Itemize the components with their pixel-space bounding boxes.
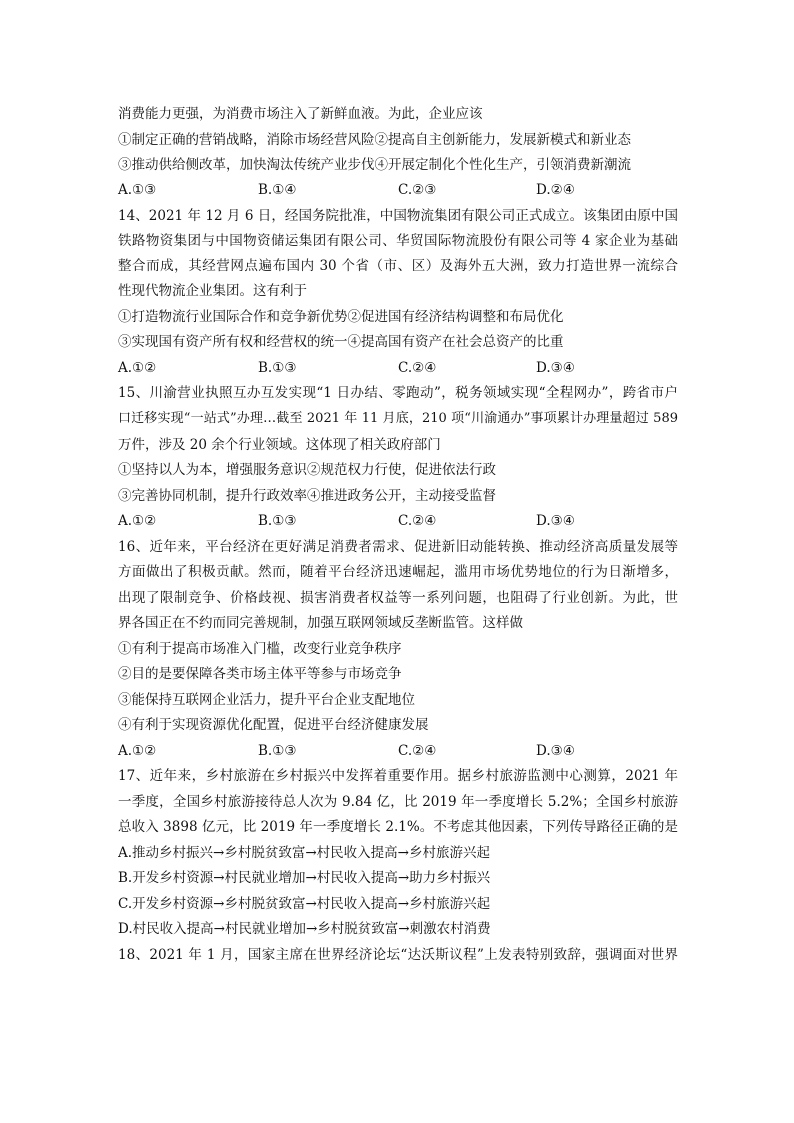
option-b: B.①④ xyxy=(258,182,297,198)
q16-statement-2: ②目的是要保障各类市场主体平等参与市场竞争 xyxy=(118,666,402,682)
option-c: C.②③ xyxy=(398,182,437,198)
q16-statement-3: ③能保持互联网企业活力，提升平台企业支配地位 xyxy=(118,692,415,708)
q17-option-d: D.村民收入提高→村民就业增加→乡村脱贫致富→刺激农村消费 xyxy=(118,921,491,937)
q16-line-1: 16、近年来，平台经济在更好满足消费者需求、促进新旧动能转换、推动经济高质量发展等 xyxy=(118,539,678,555)
q18-line-1: 18、2021 年 1 月，国家主席在世界经济论坛“达沃斯议程”上发表特别致辞，强调面对世界 xyxy=(118,947,678,963)
option-a: A.①③ xyxy=(118,182,157,198)
q14-line-2: 铁路物资集团与中国物资储运集团有限公司、华贸国际物流股份有限公司等 4 家企业为基础 xyxy=(118,233,678,249)
q15-line-1: 15、川渝营业执照互办互发实现“1 日办结、零跑动”，税务领域实现“全程网办”，跨省市户 xyxy=(118,385,678,401)
q17-line-1: 17、近年来，乡村旅游在乡村振兴中发挥着重要作用。据乡村旅游监测中心测算，2021 年 xyxy=(118,768,678,784)
q17-option-a: A.推动乡村振兴→乡村脱贫致富→村民收入提高→乡村旅游兴起 xyxy=(118,845,490,861)
q14-line-4: 性现代物流企业集团。这有利于 xyxy=(118,283,307,299)
option-a: A.①② xyxy=(118,743,157,759)
q14-line-1: 14、2021 年 12 月 6 日，经国务院批准，中国物流集团有限公司正式成立。该集团由原中国 xyxy=(118,208,678,224)
option-c: C.②④ xyxy=(398,743,437,759)
option-b: B.①③ xyxy=(258,743,297,759)
q17-line-2: 一季度，全国乡村旅游接待总人次为 9.84 亿，比 2019 年一季度增长 5.2%；全国乡村旅游 xyxy=(118,794,678,810)
option-d: D.③④ xyxy=(536,513,575,529)
q14-options xyxy=(118,358,678,378)
q14-line-3: 整合而成，其经营网点遍布国内 30 个省（市、区）及海外五大洲，致力打造世界一流综合 xyxy=(118,258,678,274)
q16-line-4: 界各国正在不约而同完善规制，加强互联网领域反垄断监管。这样做 xyxy=(118,615,523,631)
intro-statement-2: ③推动供给侧改革，加快淘汰传统产业步伐④开展定制化个性化生产，引领消费新潮流 xyxy=(118,157,631,173)
intro-statement-1: ①制定正确的营销战略，消除市场经营风险②提高自主创新能力，发展新模式和新业态 xyxy=(118,132,631,148)
q17-option-c: C.开发乡村资源→乡村脱贫致富→村民收入提高→乡村旅游兴起 xyxy=(118,896,491,912)
intro-line-1: 消费能力更强，为消费市场注入了新鲜血液。为此，企业应该 xyxy=(118,106,483,122)
option-b: B.①③ xyxy=(258,513,297,529)
q15-line-2: 口迁移实现“一站式”办理…截至 2021 年 11 月底，210 项“川渝通办”事项累计办理量超过 589 xyxy=(118,411,678,426)
q16-options xyxy=(118,741,678,761)
option-a: A.①② xyxy=(118,513,157,529)
q16-line-2: 方面做出了积极贡献。然而，随着平台经济迅速崛起，滥用市场优势地位的行为日渐增多， xyxy=(118,564,678,580)
q17-option-b: B.开发乡村资源→村民就业增加→村民收入提高→助力乡村振兴 xyxy=(118,870,491,886)
option-d: D.②④ xyxy=(536,182,575,198)
option-b: B.①③ xyxy=(258,360,297,376)
q16-statement-1: ①有利于提高市场准入门槛，改变行业竞争秩序 xyxy=(118,641,402,657)
option-c: C.②④ xyxy=(398,513,437,529)
q16-statement-4: ④有利于实现资源优化配置，促进平台经济健康发展 xyxy=(118,717,429,733)
q16-line-3: 出现了限制竞争、价格歧视、损害消费者权益等一系列问题，也阻碍了行业创新。为此，世 xyxy=(118,590,678,606)
option-c: C.②④ xyxy=(398,360,437,376)
q17-line-3: 总收入 3898 亿元，比 2019 年一季度增长 2.1%。不考虑其他因素，下列传导路径正确的是 xyxy=(118,819,678,835)
q15-options xyxy=(118,511,678,531)
option-d: D.③④ xyxy=(536,743,575,759)
option-a: A.①② xyxy=(118,360,157,376)
intro-options xyxy=(118,180,678,200)
q15-statement-2: ③完善协同机制，提升行政效率④推进政务公开，主动接受监督 xyxy=(118,488,496,504)
q14-statement-2: ③实现国有资产所有权和经营权的统一④提高国有资产在社会总资产的比重 xyxy=(118,334,564,350)
option-d: D.③④ xyxy=(536,360,575,376)
q15-line-3: 万件，涉及 20 余个行业领域。这体现了相关政府部门 xyxy=(118,437,441,453)
q15-statement-1: ①坚持以人为本，增强服务意识②规范权力行使，促进依法行政 xyxy=(118,462,496,478)
q14-statement-1: ①打造物流行业国际合作和竞争新优势②促进国有经济结构调整和布局优化 xyxy=(118,309,564,325)
